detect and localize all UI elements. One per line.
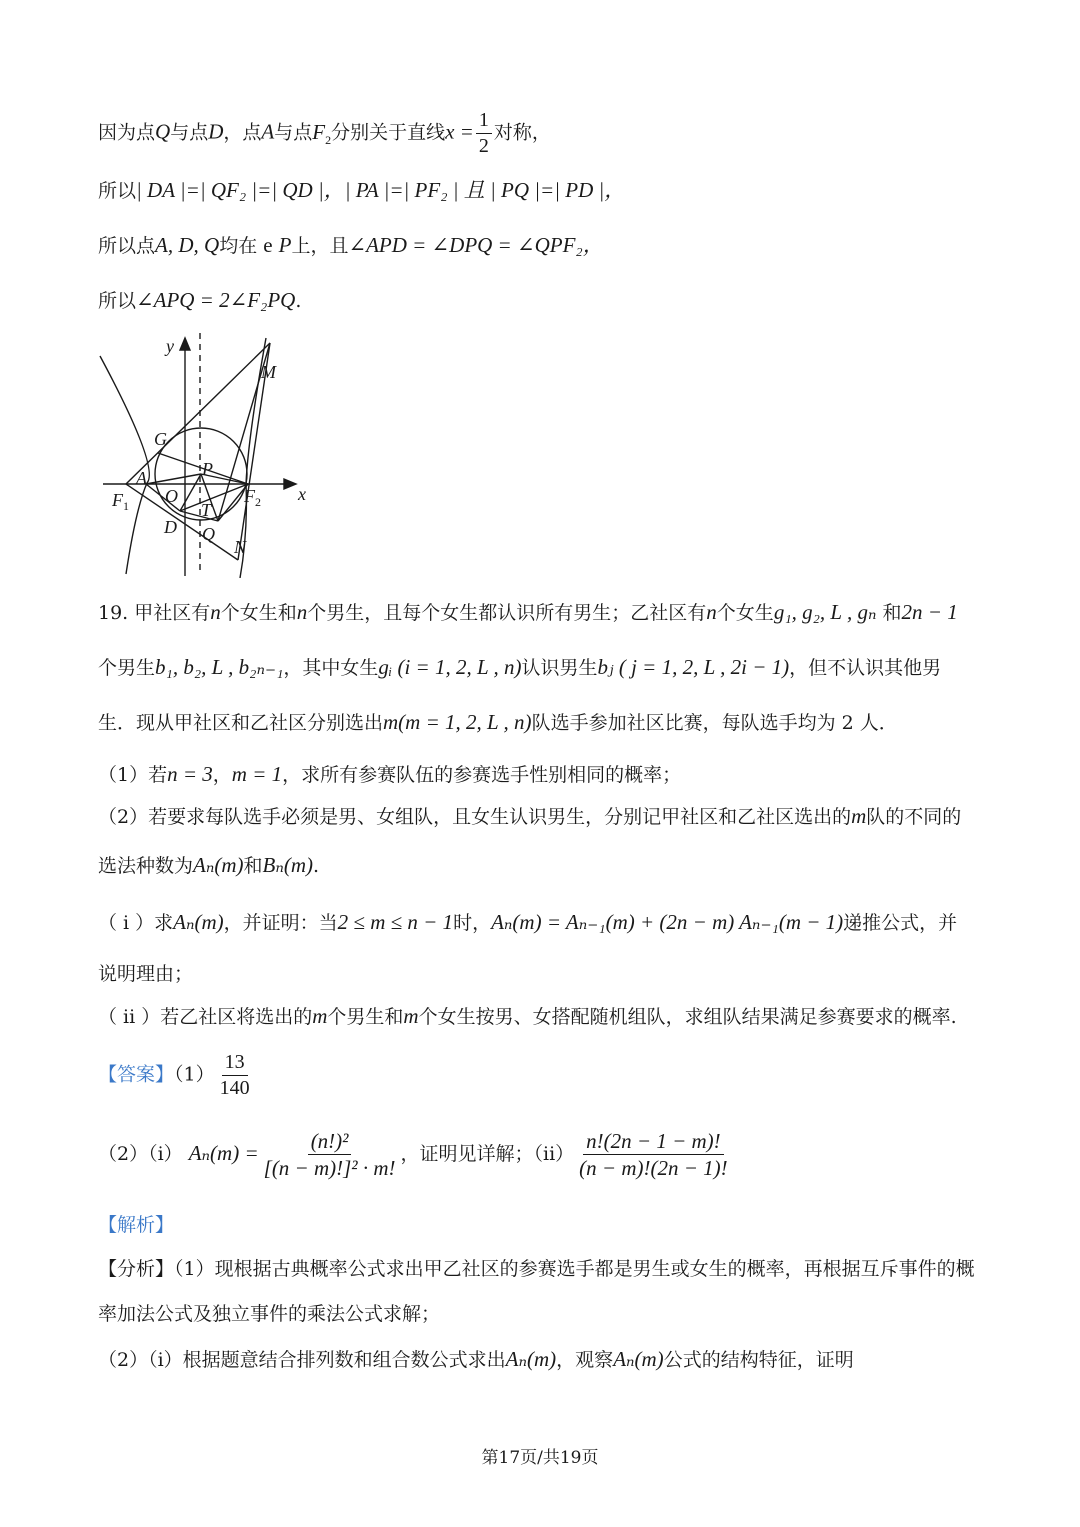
fraction-13-140: $\frac{13}{140}$ bbox=[219, 1051, 250, 1099]
question1: （1）若n = 3，m = 1，求所有参赛队伍的参赛选手性别相同的概率； bbox=[98, 762, 682, 786]
text-line-equal-lengths: 所以| DA |=| QF₂ |=| QD |，| PA |=| PF₂ | 且 | PQ |=| PD |， bbox=[98, 178, 626, 202]
geometry-figure bbox=[98, 328, 318, 578]
problem19-line3: 生．现从甲社区和乙社区分别选出m(m = 1, 2, L , n)队选手参加社区比赛，每队选手均为 2 人． bbox=[98, 710, 898, 734]
label-d: D bbox=[164, 517, 177, 537]
line-p-d bbox=[180, 474, 201, 511]
problem19-line2: 个男生b₁, b₂, L , b₂ₙ₋₁，其中女生gᵢ (i = 1, 2, L , n)认识男生bⱼ ( j = 1, 2, L , 2i − 1)，但不认识其他男 bbox=[98, 655, 942, 679]
answer-part2: （2）（i） Aₙ(m) = $\frac{\text{(n!)²}}{\text{[(n − m)!]² · m!}}$ ，证明见详解；（ii） $\frac{n!(2n - 1 - m)!}{(n - m)!(2n - 1)!}$ bbox=[98, 1128, 733, 1182]
text-line-angle-conclusion: 所以∠APQ = 2∠F₂PQ. bbox=[98, 288, 302, 312]
line-f1-m bbox=[126, 343, 270, 484]
question2-line1: （2）若要求每队选手必须是男、女组队，且女生认识男生，分别记甲社区和乙社区选出的m队的不同的 bbox=[98, 804, 962, 828]
question2ii: （ ii ）若乙社区将选出的m个男生和m个女生按男、女搭配随机组队，求组队结果满足参赛要求的概率. bbox=[98, 1004, 957, 1028]
label-x: x bbox=[298, 484, 306, 504]
analysis-label: 【解析】 bbox=[98, 1214, 175, 1236]
label-f2: $F_2$ bbox=[244, 486, 261, 509]
label-q: Q bbox=[202, 524, 215, 544]
question2i-line1: （ i ）求Aₙ(m)，并证明：当2 ≤ m ≤ n − 1时，Aₙ(m) = Aₙ₋₁(m) + (2n − m) Aₙ₋₁(m − 1)递推公式，并 bbox=[98, 910, 958, 934]
label-o: O bbox=[165, 486, 178, 506]
x-axis-arrow bbox=[284, 479, 296, 489]
answer-part1: 【答案】（1） $\frac{13}{140}$ bbox=[98, 1050, 255, 1101]
label-n: N bbox=[234, 537, 247, 557]
text-line-concyclic: 所以点A, D, Q均在 e P上，且∠APD = ∠DPQ = ∠QPF₂， bbox=[98, 233, 604, 257]
text-line-symmetry: 因为点Q与点D，点A与点$F_2$分别关于直线x = $\frac{1}{2}$ 对称， bbox=[98, 109, 551, 157]
answer-label: 【答案】 bbox=[98, 1063, 175, 1086]
label-f1: $F_1$ bbox=[112, 490, 129, 513]
question2i-line2: 说明理由； bbox=[98, 963, 194, 985]
hyperbola-left-branch bbox=[100, 356, 149, 574]
label-g: G bbox=[154, 429, 167, 449]
analysis-line1: 【分析】（1）现根据古典概率公式求出甲乙社区的参赛选手都是男生或女生的概率，再根据互斥事件的概 bbox=[98, 1258, 975, 1280]
label-p: P bbox=[202, 459, 213, 479]
fraction-probability: $\frac{n!(2n - 1 - m)!}{(n - m)!(2n - 1)!}$ bbox=[579, 1129, 728, 1181]
problem19-line1: 19. 甲社区有n个女生和n个男生，且每个女生都认识所有男生；乙社区有n个女生g₁, g₂, L , gₙ 和2n − 1 bbox=[98, 600, 958, 624]
label-a: A bbox=[136, 468, 147, 488]
page-number-footer: 第17页/共19页 bbox=[481, 1448, 599, 1468]
y-axis-arrow bbox=[180, 338, 190, 350]
analysis-line3: （2）（i）根据题意结合排列数和组合数公式求出Aₙ(m)，观察Aₙ(m)公式的结构特征，证明 bbox=[98, 1347, 854, 1371]
label-y: y bbox=[166, 336, 174, 356]
line-a-p bbox=[146, 474, 201, 484]
label-m: M bbox=[261, 362, 276, 382]
analysis-line2: 率加法公式及独立事件的乘法公式求解； bbox=[98, 1303, 441, 1325]
line-f1-n bbox=[126, 484, 238, 560]
label-t: T bbox=[201, 500, 212, 520]
fraction-an-m: $\frac{\text{(n!)²}}{\text{[(n − m)!]² · m!}}$ bbox=[263, 1129, 396, 1181]
question2-line2: 选法种数为Aₙ(m)和Bₙ(m). bbox=[98, 853, 320, 877]
fraction-one-half: $\frac{1}{2}$ bbox=[476, 108, 492, 159]
